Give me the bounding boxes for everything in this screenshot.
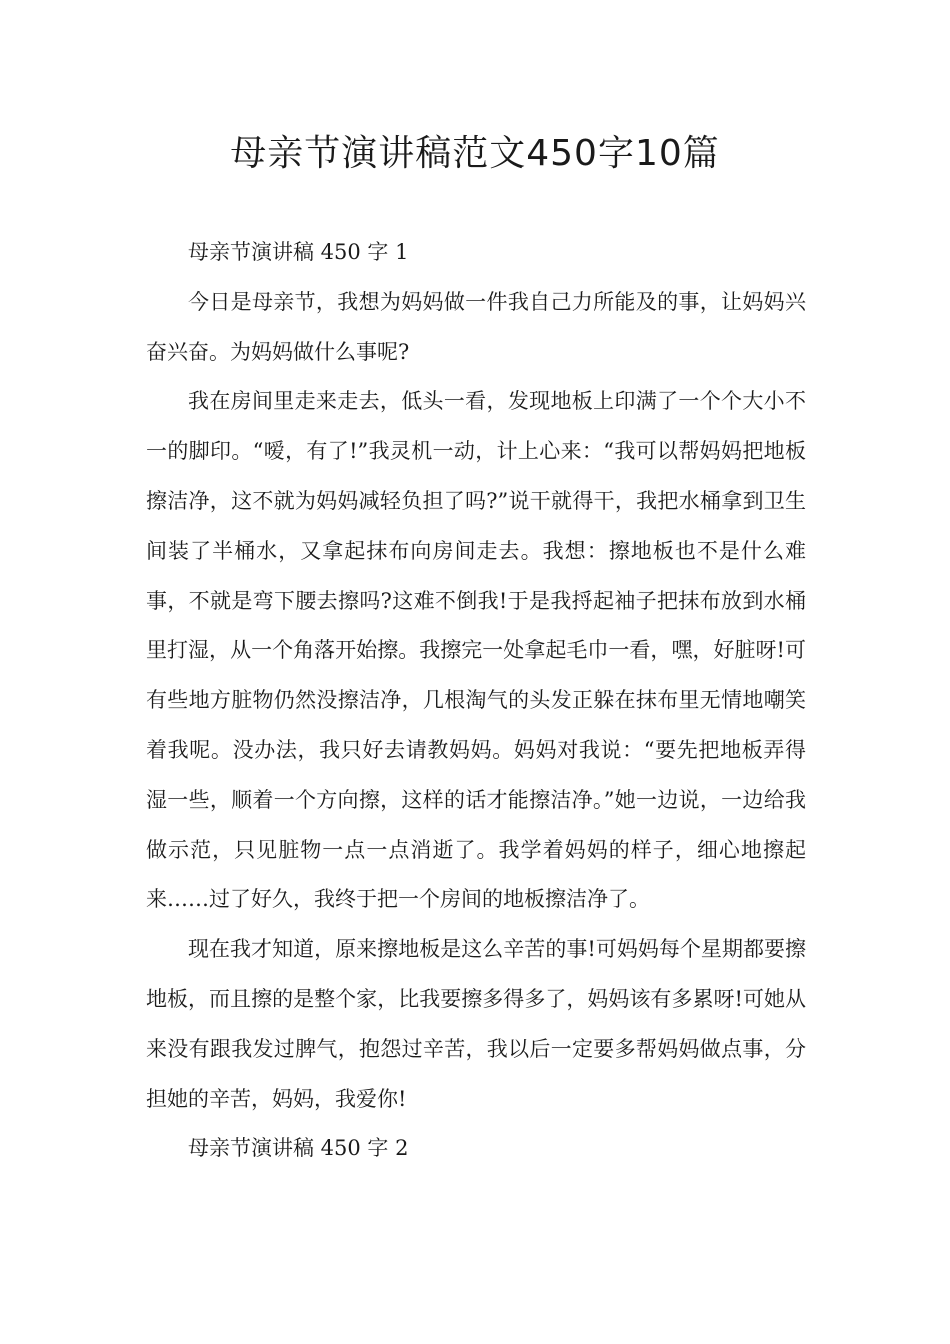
section-heading-1: 母亲节演讲稿 450 字 1: [188, 240, 409, 264]
paragraph-3: 现在我才知道，原来擦地板是这么辛苦的事!可妈妈每个星期都要擦地板，而且擦的是整个家，比我要擦多得多了，妈妈该有多累呀!可她从来没有跟我发过脾气，抱怨过辛苦，我以后一定要多帮妈妈做点事，分担她的辛苦，妈妈，我爱你!: [146, 937, 806, 1111]
document-title: 母亲节演讲稿范文450字10篇: [230, 133, 720, 174]
document-body: [146, 228, 806, 1174]
paragraph-2: 我在房间里走来走去，低头一看，发现地板上印满了一个个大小不一的脚印。“嗳，有了!”我灵机一动，计上心来：“我可以帮妈妈把地板擦洁净，这不就为妈妈减轻负担了吗?”说干就得干，我把水桶拿到卫生间装了半桶水，又拿起抹布向房间走去。我想：擦地板也不是什么难事，不就是弯下腰去擦吗?这难不倒我!于是我捋起袖子把抹布放到水桶里打湿，从一个角落开始擦。我擦完一处拿起毛巾一看，嘿，好脏呀!可有些地方脏物仍然没擦洁净，几根淘气的头发正躲在抹布里无情地嘲笑着我呢。没办法，我只好去请教妈妈。妈妈对我说：“要先把地板弄得湿一些，顺着一个方向擦，这样的话才能擦洁净。”她一边说，一边给我做示范，只见脏物一点一点消逝了。我学着妈妈的样子，细心地擦起来……过了好久，我终于把一个房间的地板擦洁净了。: [146, 389, 806, 912]
paragraph-1: 今日是母亲节，我想为妈妈做一件我自己力所能及的事，让妈妈兴奋兴奋。为妈妈做什么事呢?: [146, 289, 806, 364]
section-heading-2: 母亲节演讲稿 450 字 2: [188, 1136, 409, 1161]
